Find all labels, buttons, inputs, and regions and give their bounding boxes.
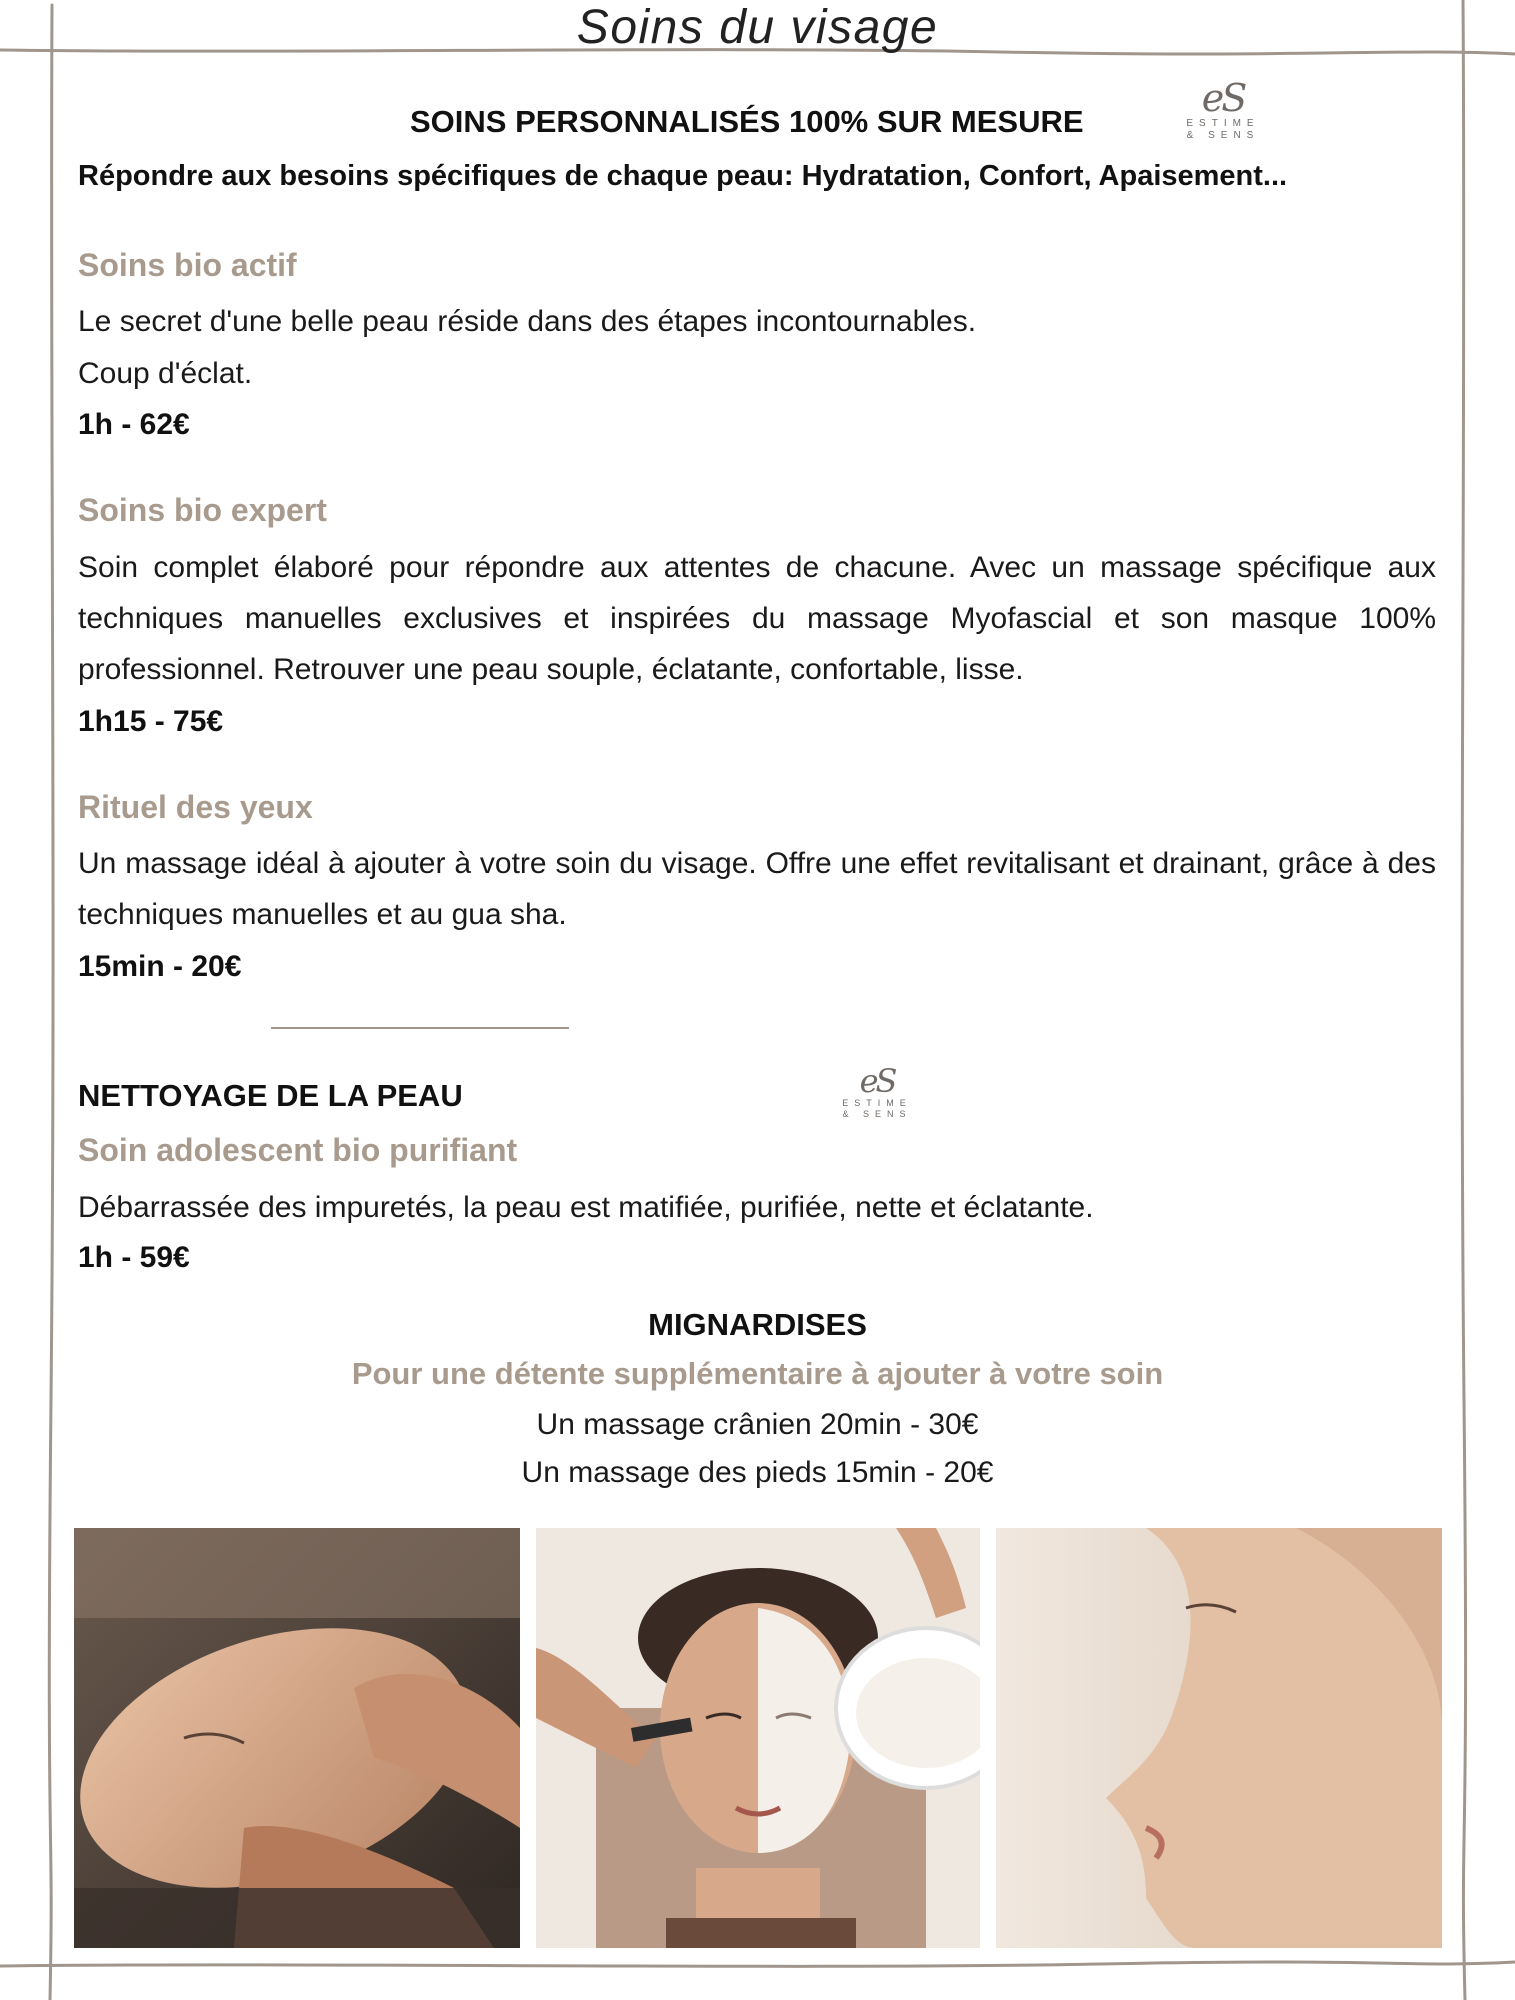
- service-price: 1h15 - 75€: [78, 705, 224, 738]
- brand-name-line2: & SENS: [842, 1109, 912, 1119]
- service-title: Rituel des yeux: [78, 789, 313, 825]
- brand-logo-top: [1172, 78, 1274, 142]
- page-title: Soins du visage: [576, 1, 939, 54]
- service-price: 1h - 62€: [78, 408, 190, 441]
- cleansing-description: Débarrassée des impuretés, la peau est matifiée, purifiée, nette et éclatante.: [78, 1191, 1094, 1224]
- service-description: Un massage idéal à ajouter à votre soin du visage. Offre une effet revitalisant et drainant, grâce à des techniques manuelles et au gua sha.: [78, 847, 1436, 931]
- service-price: 15min - 20€: [78, 950, 242, 983]
- extras-item: Un massage des pieds 15min - 20€: [521, 1456, 994, 1489]
- cleansing-price: 1h - 59€: [78, 1241, 190, 1274]
- section-divider: [271, 1027, 569, 1029]
- extras-subtitle: Pour une détente supplémentaire à ajouter à votre soin: [351, 1356, 1164, 1391]
- cleansing-heading: NETTOYAGE DE LA PEAU: [78, 1078, 463, 1113]
- service-title: Soins bio actif: [78, 247, 297, 283]
- photo-face-massage: [74, 1528, 520, 1948]
- intro-heading: SOINS PERSONNALISÉS 100% SUR MESURE: [410, 104, 1084, 139]
- service-description: Soin complet élaboré pour répondre aux attentes de chacune. Avec un massage spécifique aux techniques manuelles exclusives et inspirées du massage Myofascial et son masque 100% professionnel. Retrouver une peau souple, éclatante, confortable, lisse.: [78, 551, 1436, 686]
- extras-heading: MIGNARDISES: [648, 1307, 867, 1342]
- service-description-line: Coup d'éclat.: [78, 357, 253, 390]
- service-description-line: Le secret d'une belle peau réside dans des étapes incontournables.: [78, 305, 977, 338]
- brand-name-line1: ESTIME: [842, 1098, 912, 1108]
- photo-face-profile: [996, 1528, 1442, 1948]
- brand-monogram: eS: [859, 1062, 895, 1100]
- photo-facial-mask: [536, 1528, 980, 1948]
- brand-name-line2: & SENS: [1186, 130, 1260, 141]
- cleansing-title: Soin adolescent bio purifiant: [78, 1132, 518, 1168]
- brand-monogram: eS: [1201, 76, 1245, 120]
- service-title: Soins bio expert: [78, 492, 327, 528]
- extras-item: Un massage crânien 20min - 30€: [536, 1408, 979, 1441]
- brand-name-line1: ESTIME: [1186, 118, 1260, 129]
- intro-subtitle: Répondre aux besoins spécifiques de chaque peau: Hydratation, Confort, Apaisement...: [78, 160, 1288, 192]
- brand-logo-middle: [826, 1064, 928, 1120]
